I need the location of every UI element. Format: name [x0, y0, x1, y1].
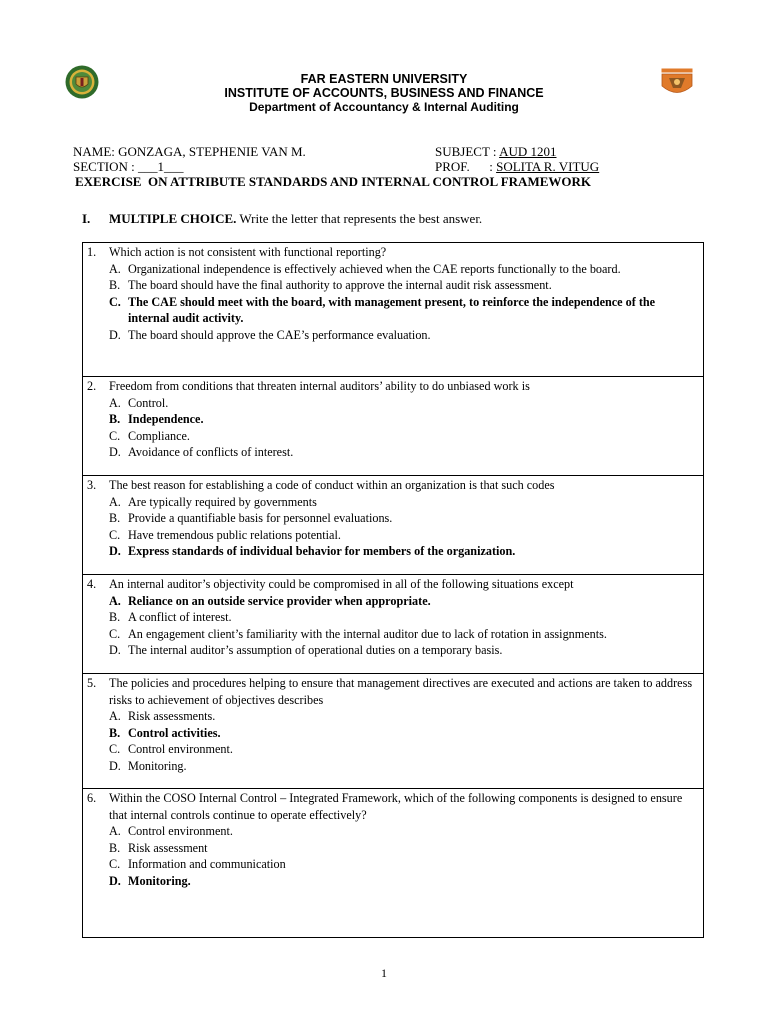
option-text: The internal auditor’s assumption of operational duties on a temporary basis. [128, 643, 503, 658]
option-text: Avoidance of conflicts of interest. [128, 445, 294, 460]
option-text: Information and communication [128, 857, 286, 872]
option-letter: C. [109, 742, 121, 757]
answer-option [87, 411, 703, 428]
answer-option [87, 741, 703, 758]
option-text: Provide a quantifiable basis for personnel evaluations. [128, 511, 393, 526]
section-instruction: Write the letter that represents the best answer. [236, 211, 483, 226]
subject-field [435, 144, 557, 159]
question-text: The policies and procedures helping to ensure that management directives are executed and actions are taken to address risks to achievement of objectives describes [109, 676, 693, 707]
answer-option [87, 543, 703, 560]
option-letter: A. [109, 261, 121, 276]
option-letter: B. [109, 840, 121, 855]
question-stem [87, 575, 703, 593]
option-text: Are typically required by governments [128, 494, 317, 509]
option-text: A conflict of interest. [128, 610, 232, 625]
university-name: FAR EASTERN UNIVERSITY [300, 72, 468, 86]
question-text: Within the COSO Internal Control – Integrated Framework, which of the following components is designed to ensure that internal controls continue to operate effectively? [109, 791, 683, 822]
prof-value: SOLITA R. VITUG [496, 159, 600, 174]
question-stem [87, 243, 703, 261]
answer-option [87, 277, 703, 294]
option-text: Have tremendous public relations potential. [128, 527, 341, 542]
exercise-title: EXERCISE ON ATTRIBUTE STANDARDS AND INTERNAL CONTROL FRAMEWORK [75, 174, 591, 189]
option-letter: D. [109, 327, 121, 342]
name-label: NAME: [73, 144, 115, 159]
question-stem [87, 476, 703, 494]
answer-option [87, 494, 703, 511]
option-text: Risk assessments. [128, 709, 216, 724]
question-number: 3. [87, 478, 97, 492]
answer-option [87, 626, 703, 643]
section-label-text: MULTIPLE CHOICE. [109, 211, 237, 226]
option-letter: B. [109, 511, 121, 526]
option-letter: D. [109, 643, 121, 658]
institute-name: INSTITUTE OF ACCOUNTS, BUSINESS AND FINANCE [224, 86, 544, 100]
document-header [0, 72, 768, 114]
question-text: Freedom from conditions that threaten internal auditors’ ability to do unbiased work is [109, 379, 530, 393]
question-number: 5. [87, 676, 97, 690]
option-text: The CAE should meet with the board, with management present, to reinforce the independence of the internal audit activity. [128, 294, 656, 326]
student-info-row [73, 144, 557, 159]
answer-option [87, 873, 703, 890]
option-letter: D. [109, 544, 121, 559]
question-box-5 [83, 674, 703, 789]
answer-option [87, 510, 703, 527]
question-number: 1. [87, 245, 97, 259]
section-value: ___1___ [138, 159, 184, 174]
question-stem [87, 377, 703, 395]
answer-option [87, 428, 703, 445]
option-text: The board should have the final authority to approve the internal audit risk assessment. [128, 278, 552, 293]
option-text: Control. [128, 395, 169, 410]
answer-option [87, 642, 703, 659]
option-letter: D. [109, 873, 121, 888]
question-text: An internal auditor’s objectivity could be compromised in all of the following situations except [109, 577, 574, 591]
question-box-1 [83, 243, 703, 377]
answer-option [87, 725, 703, 742]
option-letter: C. [109, 294, 121, 309]
answer-option [87, 527, 703, 544]
section-number: I. [82, 211, 91, 226]
option-letter: C. [109, 428, 121, 443]
question-number: 4. [87, 577, 97, 591]
option-text: Monitoring. [128, 873, 191, 888]
answer-option [87, 856, 703, 873]
answer-option [87, 609, 703, 626]
option-letter: A. [109, 395, 121, 410]
question-number: 2. [87, 379, 97, 393]
option-letter: D. [109, 758, 121, 773]
option-letter: A. [109, 593, 121, 608]
question-box-2 [83, 377, 703, 476]
option-text: An engagement client’s familiarity with the internal auditor due to lack of rotation in assignments. [128, 626, 607, 641]
option-text: Organizational independence is effectively achieved when the CAE reports functionally to the board. [128, 261, 621, 276]
question-stem [87, 789, 703, 823]
answer-option [87, 840, 703, 857]
question-box-6 [83, 789, 703, 937]
prof-label: PROF. : [435, 159, 493, 174]
option-text: Independence. [128, 412, 204, 427]
question-stem [87, 674, 703, 708]
option-letter: C. [109, 857, 121, 872]
subject-label: SUBJECT : [435, 144, 497, 159]
option-letter: D. [109, 445, 121, 460]
option-text: Reliance on an outside service provider when appropriate. [128, 593, 431, 608]
subject-value: AUD 1201 [499, 144, 557, 159]
option-letter: A. [109, 709, 121, 724]
option-letter: A. [109, 824, 121, 839]
option-letter: B. [109, 278, 121, 293]
answer-option [87, 444, 703, 461]
option-text: Risk assessment [128, 840, 208, 855]
option-text: Control environment. [128, 742, 233, 757]
option-letter: B. [109, 412, 121, 427]
answer-option [87, 327, 703, 344]
question-text: Which action is not consistent with functional reporting? [109, 245, 387, 259]
answer-option [87, 758, 703, 775]
option-text: Monitoring. [128, 758, 187, 773]
option-text: Control environment. [128, 824, 233, 839]
answer-option [87, 261, 703, 278]
answer-option [87, 294, 703, 327]
questions-table [82, 242, 704, 938]
question-box-3 [83, 476, 703, 575]
question-text: The best reason for establishing a code of conduct within an organization is that such codes [109, 478, 555, 492]
section-heading [82, 211, 482, 227]
answer-option [87, 708, 703, 725]
option-letter: A. [109, 494, 121, 509]
option-letter: B. [109, 725, 121, 740]
answer-option [87, 823, 703, 840]
option-text: Compliance. [128, 428, 190, 443]
option-text: Express standards of individual behavior for members of the organization. [128, 544, 516, 559]
department-name: Department of Accountancy & Internal Auditing [249, 100, 519, 114]
section-label: SECTION : [73, 159, 135, 174]
section-info-row [73, 159, 600, 174]
question-number: 6. [87, 791, 97, 805]
prof-field [435, 159, 599, 174]
option-letter: B. [109, 610, 121, 625]
page-number: 1 [381, 966, 387, 980]
answer-option [87, 593, 703, 610]
option-letter: C. [109, 527, 121, 542]
answer-option [87, 395, 703, 412]
option-letter: C. [109, 626, 121, 641]
question-box-4 [83, 575, 703, 674]
name-value: GONZAGA, STEPHENIE VAN M. [118, 144, 306, 159]
option-text: Control activities. [128, 725, 221, 740]
option-text: The board should approve the CAE’s performance evaluation. [128, 327, 431, 342]
